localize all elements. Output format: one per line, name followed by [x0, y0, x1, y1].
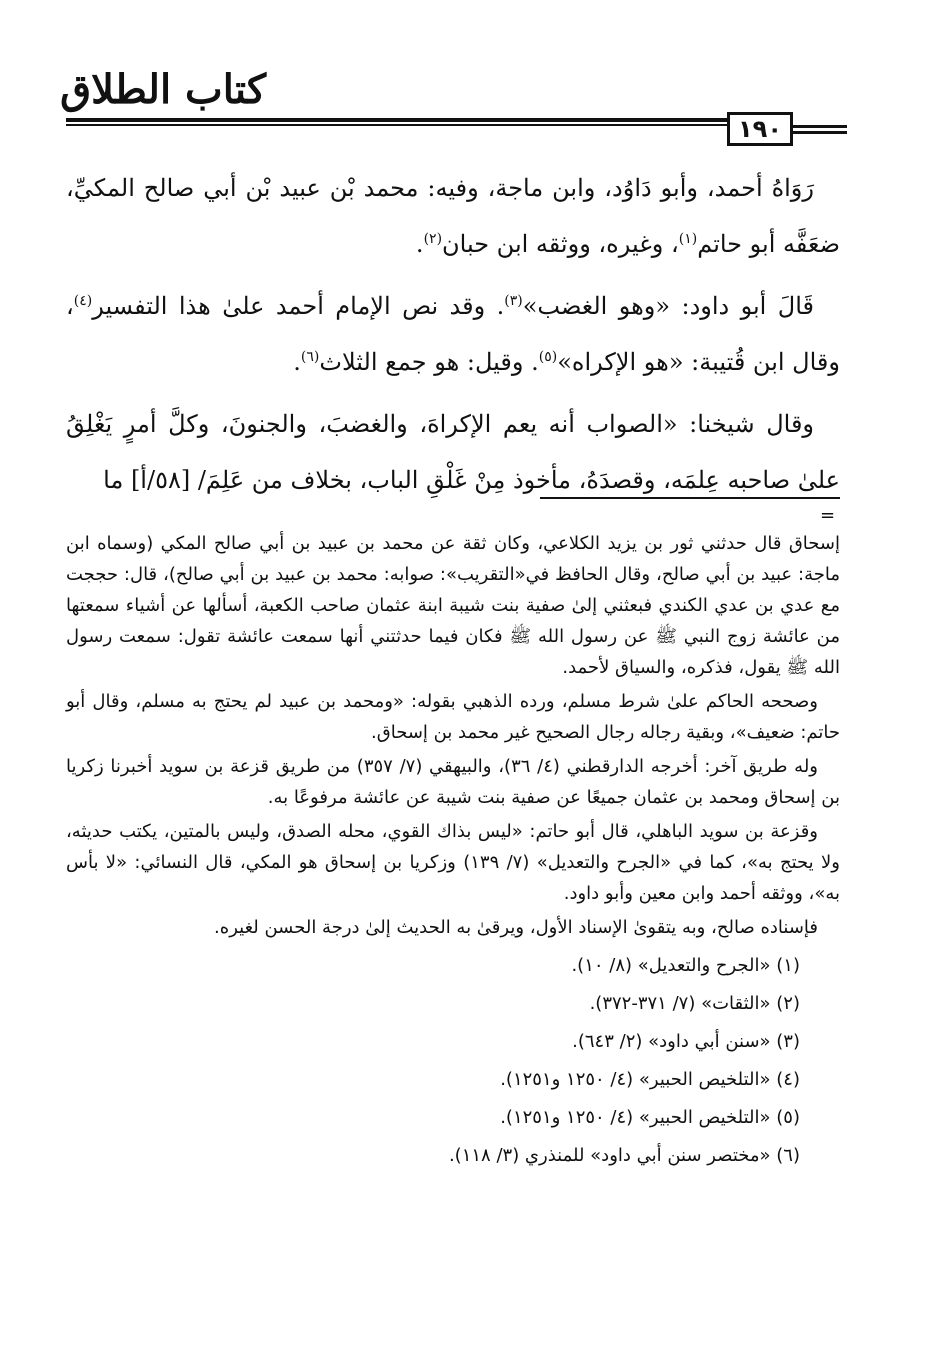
p2-part-c: ، وقال ابن قُتيبة: «هو الإكراه»	[66, 292, 840, 376]
p1-part-b: ، وغيره، ووثقه ابن حبان	[442, 230, 679, 258]
p1-part-a: رَوَاهُ أحمد، وأبو دَاوُد، وابن ماجة، وفيه: محمد بْن عبيد بْن أبي صالح المكيِّ، ضعَفَّه أبو حاتم	[66, 174, 840, 258]
footnote-divider	[540, 497, 840, 499]
reference-item: (٥) «التلخيص الحبير» (٤/ ١٢٥٠ و١٢٥١).	[500, 1107, 800, 1128]
footnote-ref-2: (٢)	[423, 231, 443, 247]
note-paragraph: فإسناده صالح، وبه يتقوىٰ الإسناد الأول، ويرقىٰ به الحديث إلىٰ درجة الحسن لغيره.	[214, 917, 818, 938]
p2-part-a: قَالَ أبو داود: «وهو الغضب»	[522, 292, 814, 320]
header-rule-thick	[66, 118, 727, 122]
page-header	[0, 0, 932, 150]
main-text	[66, 160, 840, 514]
footnote-ref-5: (٥)	[538, 349, 558, 365]
p2-part-e: .	[293, 348, 301, 376]
header-rule-right-top	[793, 125, 847, 128]
continuation-mark: =	[820, 505, 836, 526]
reference-item: (٣) «سنن أبي داود» (٢/ ٦٤٣).	[572, 1031, 800, 1052]
paragraph-1	[66, 160, 840, 272]
footnote-ref-4: (٤)	[73, 293, 93, 309]
reference-item: (١) «الجرح والتعديل» (٨/ ١٠).	[571, 955, 800, 976]
footnote-ref-3: (٣)	[504, 293, 523, 309]
footnote-ref-6: (٦)	[300, 349, 320, 365]
reference-item: (٢) «الثقات» (٧/ ٣٧١-٣٧٢).	[589, 993, 800, 1014]
header-rule-thin	[66, 124, 727, 126]
p2-part-b: . وقد نص الإمام أحمد علىٰ هذا التفسير	[92, 292, 505, 320]
note-paragraph: وصححه الحاكم علىٰ شرط مسلم، ورده الذهبي بقوله: «ومحمد بن عبيد لم يحتج به مسلم، وقال أبو حاتم: ضعيف»، وبقية رجاله رجال الصحيح غير محمد بن إسحاق.	[66, 691, 840, 743]
footnotes	[66, 528, 840, 1175]
footnote-ref-1: (١)	[678, 231, 698, 247]
note-paragraph: وله طريق آخر: أخرجه الدارقطني (٤/ ٣٦)، والبيهقي (٧/ ٣٥٧) من طريق قزعة بن سويد أخبرنا زكريا بن إسحاق ومحمد بن عثمان جميعًا عن صفية بنت شيبة عن عائشة مرفوعًا به.	[66, 756, 840, 808]
note-paragraph: وقزعة بن سويد الباهلي، قال أبو حاتم: «ليس بذاك القوي، محله الصدق، وليس بالمتين، يكتب حديثه، ولا يحتج به»، كما في «الجرح والتعديل» (٧/ ١٣٩) وزكريا بن إسحاق هو المكي، قال النسائي: «لا بأس به»، ووثقه أحمد وابن معين وأبو داود.	[66, 821, 840, 904]
paragraph-2	[66, 278, 840, 390]
note-paragraph: إسحاق قال حدثني ثور بن يزيد الكلاعي، وكان ثقة عن محمد بن عبيد بن أبي صالح المكي (وسماه ابن ماجة: عبيد بن أبي صالح، وقال الحافظ في«التقريب»: صوابه: محمد بن عبيد بن أبي صالح)، قال: حججت مع عدي بن عدي الكندي فبعثني إلىٰ صفية بنت شيبة ابنة عثمان صاحب الكعبة، أسألها عن أشياء سمعتها من عائشة زوج النبي ﷺ عن رسول الله ﷺ فكان فيما حدثتني أنها سمعت عائشة تقول: سمعت رسول الله ﷺ يقول، فذكره، والسياق لأحمد.	[66, 533, 840, 678]
reference-list	[66, 947, 840, 1175]
book-title: كتاب الطلاق	[60, 66, 266, 113]
p2-part-d: . وقيل: هو جمع الثلاث	[319, 348, 539, 376]
paragraph-3: وقال شيخنا: «الصواب أنه يعم الإكراهَ، والغضبَ، والجنونَ، وكلَّ أمرٍ يَغْلِقُ علىٰ صاحبه عِلمَه، وقصدَهُ، مأخوذ مِنْ غَلْقِ الباب، بخلاف من عَلِمَ/ [٥٨/أ] ما	[66, 410, 840, 494]
header-rule-right-bottom	[793, 131, 847, 134]
reference-item: (٦) «مختصر سنن أبي داود» للمنذري (٣/ ١١٨).	[448, 1145, 800, 1166]
page-number: ١٩٠	[727, 112, 793, 146]
p1-part-c: .	[415, 230, 424, 258]
reference-item: (٤) «التلخيص الحبير» (٤/ ١٢٥٠ و١٢٥١).	[500, 1069, 800, 1090]
